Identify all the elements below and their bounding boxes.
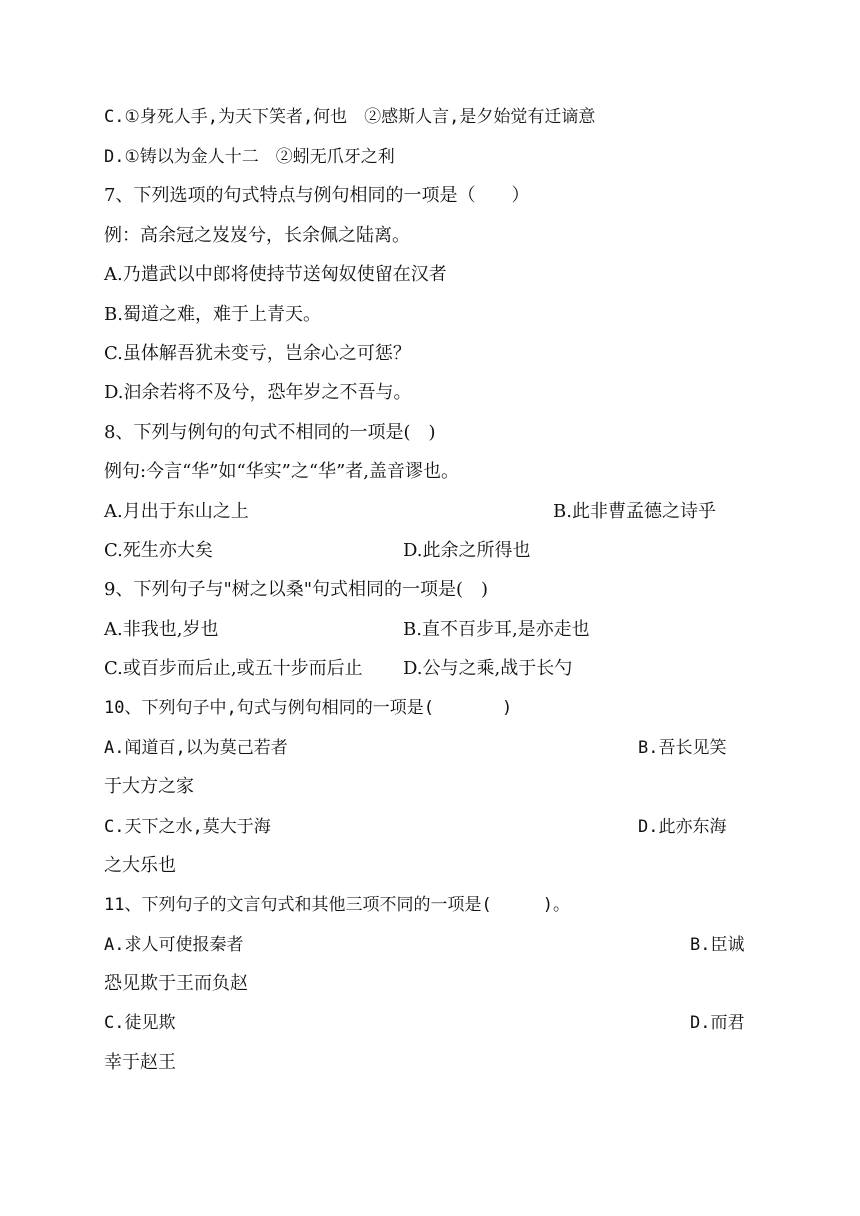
q9-question: 9、下列句子与"树之以桑"句式相同的一项是( ) <box>104 579 489 600</box>
q7-option-a: A.乃遣武以中郎将使持节送匈奴使留在汉者 <box>104 264 447 285</box>
q11-option-a: A.求人可使报秦者 <box>104 935 244 955</box>
q8-example: 例句:今言“华”如“华实”之“华”者,盖音谬也。 <box>104 461 459 482</box>
q7-option-b: B.蜀道之难，难于上青天。 <box>104 304 321 325</box>
q10-option-c: C.天下之水,莫大于海 <box>104 817 271 837</box>
q10-option-b-continued: 于大方之家 <box>104 776 194 797</box>
q7-example: 例：高余冠之岌岌兮，长余佩之陆离。 <box>104 225 410 246</box>
q9-option-d: D.公与之乘,战于长勺 <box>403 658 573 679</box>
q11-option-b: B.臣诚 <box>690 935 745 955</box>
q8-option-a: A.月出于东山之上 <box>104 501 249 522</box>
q9-option-b: B.直不百步耳,是亦走也 <box>403 619 590 640</box>
q6-option-d: D.①铸以为金人十二 ②蚓无爪牙之利 <box>104 147 395 167</box>
q7-option-c: C.虽体解吾犹未变亏，岂余心之可惩？ <box>104 343 411 364</box>
q10-option-d: D.此亦东海 <box>638 817 727 837</box>
q8-option-b: B.此非曹孟德之诗乎 <box>553 501 716 522</box>
q11-option-c: C.徒见欺 <box>104 1013 176 1033</box>
q11-option-b-continued: 恐见欺于王而负赵 <box>104 973 248 994</box>
q7-question: 7、下列选项的句式特点与例句相同的一项是（ ） <box>104 185 530 206</box>
q10-option-d-continued: 之大乐也 <box>104 855 176 876</box>
q11-question: 11、下列句子的文言句式和其他三项不同的一项是( )。 <box>104 895 570 915</box>
q10-option-b: B.吾长见笑 <box>638 738 727 758</box>
q6-option-c: C.①身死人手,为天下笑者,何也 ②感斯人言,是夕始觉有迁谪意 <box>104 107 596 127</box>
q10-question: 10、下列句子中,句式与例句相同的一项是( ) <box>104 698 513 718</box>
q8-option-d: D.此余之所得也 <box>403 540 531 561</box>
q8-option-c: C.死生亦大矣 <box>104 540 213 561</box>
q11-option-d-continued: 幸于赵王 <box>104 1052 176 1073</box>
q9-option-a: A.非我也,岁也 <box>104 619 219 640</box>
q8-question: 8、下列与例句的句式不相同的一项是( ) <box>104 422 436 443</box>
q7-option-d: D.汩余若将不及兮，恐年岁之不吾与。 <box>104 382 412 403</box>
q11-option-d: D.而君 <box>690 1013 745 1033</box>
q9-option-c: C.或百步而后止,或五十步而后止 <box>104 658 363 679</box>
q10-option-a: A.闻道百,以为莫己若者 <box>104 738 288 758</box>
